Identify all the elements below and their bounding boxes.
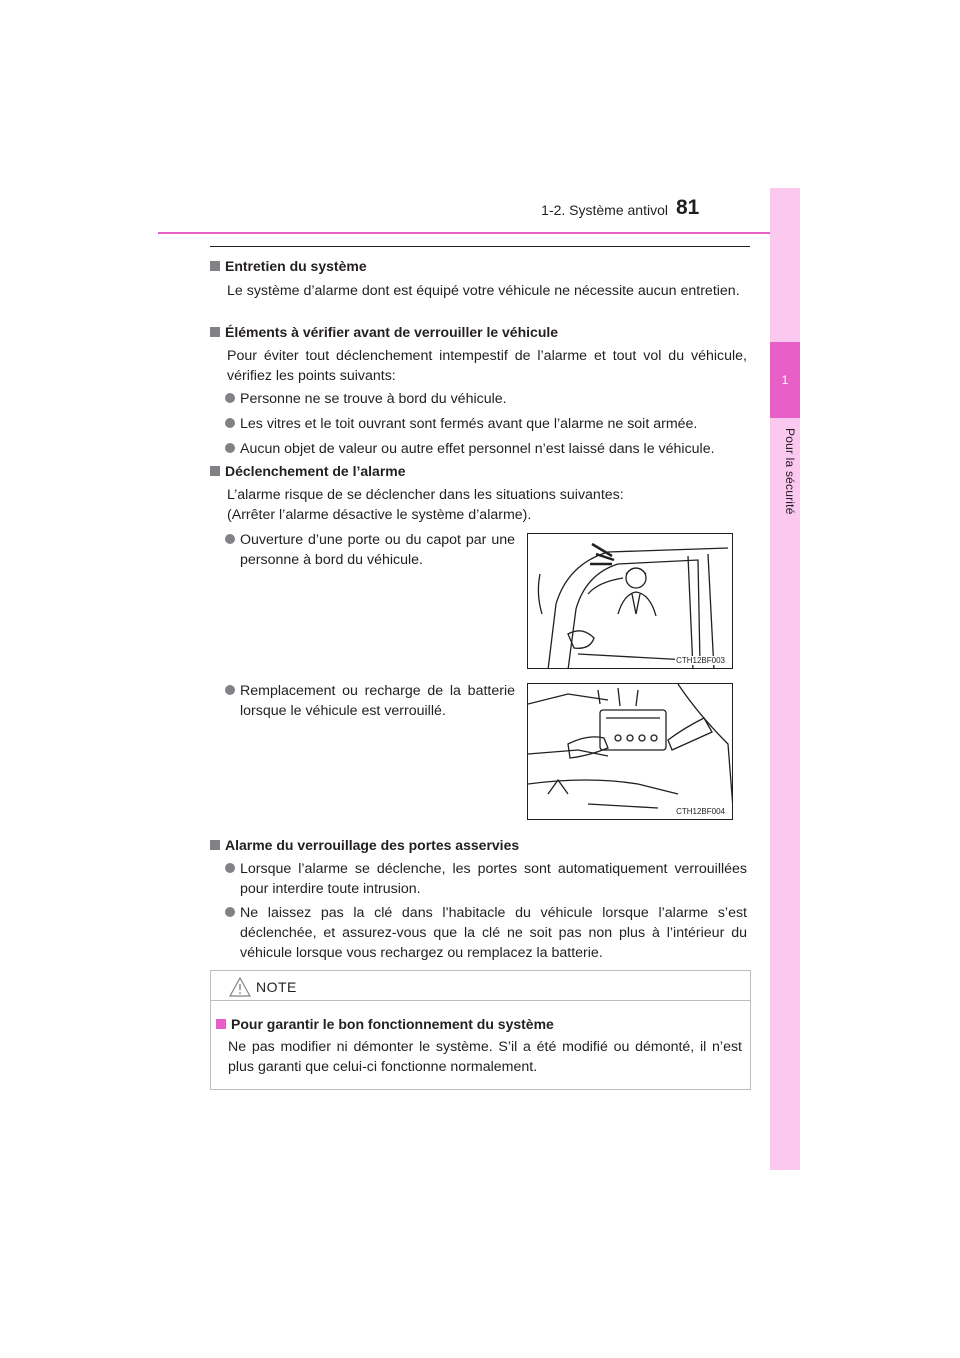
round-bullet-icon [225,418,235,428]
page-number: 81 [676,196,700,219]
round-bullet-marker [225,681,240,701]
warning-triangle-icon [229,977,251,997]
square-bullet-icon [216,1019,226,1029]
square-bullet-icon [210,840,220,850]
chapter-side-tab [770,188,800,1170]
square-bullet-icon [210,466,220,476]
round-bullet-icon [225,534,235,544]
illustration-code: CTH12BF004 [676,807,725,816]
section-body: Pour éviter tout déclenchement intempestif de l’alarme et tout vol du véhicule, vérifiez les points suivants: [227,348,747,384]
list-item: Remplacement ou recharge de la batterie lorsque le véhicule est verrouillé. [240,683,515,719]
chapter-label: Pour la sécurité [783,428,797,515]
list-item: Les vitres et le toit ouvrant sont fermés avant que l’alarme ne soit armée. [225,414,697,434]
battery-replacement-illustration [527,683,733,820]
note-body: Ne pas modifier ni démonter le système. S’il a été modifié ou démonté, il n’est plus garanti que celui-ci fonctionne normalement. [228,1039,742,1075]
running-header-section: 1-2. Système antivol [541,202,668,218]
round-bullet-icon [225,907,235,917]
round-bullet-marker [225,859,240,879]
list-item: Personne ne se trouve à bord du véhicule. [225,389,507,409]
car-door-opened-illustration [527,533,733,669]
note-box [210,970,751,1090]
section-body-line: L’alarme risque de se déclencher dans les situations suivantes: [227,487,624,503]
illustration-code: CTH12BF003 [676,656,725,665]
list-item: Aucun objet de valeur ou autre effet personnel n’est laissé dans le véhicule. [225,439,715,459]
section-heading: Éléments à vérifier avant de verrouiller le véhicule [210,324,558,340]
list-item: Lorsque l’alarme se déclenche, les portes sont automatiquement verrouillées pour interdire toute intrusion. [240,861,747,897]
section-heading: Alarme du verrouillage des portes asservies [210,837,519,853]
list-item: Ne laissez pas la clé dans l’habitacle du véhicule lorsque l’alarme s’est déclenchée, et assurez-vous que la clé ne soit pas non plus à l’intérieur du véhicule lorsque vous rechargez ou remplacez la batterie. [240,905,747,961]
section-body-line: (Arrêter l’alarme désactive le système d’alarme). [227,507,532,523]
chapter-number: 1 [770,342,800,418]
header-divider [158,232,800,234]
section-heading: Entretien du système [210,258,367,274]
note-heading: Pour garantir le bon fonctionnement du système [216,1016,554,1032]
round-bullet-icon [225,393,235,403]
square-bullet-icon [210,327,220,337]
section-body: Le système d’alarme dont est équipé votre véhicule ne nécessite aucun entretien. [227,283,740,299]
list-item: Ouverture d’une porte ou du capot par une personne à bord du véhicule. [240,532,515,568]
round-bullet-marker [225,530,240,550]
square-bullet-icon [210,261,220,271]
note-header [211,971,750,1001]
content-top-rule [210,246,750,247]
round-bullet-icon [225,443,235,453]
round-bullet-icon [225,685,235,695]
section-heading: Déclenchement de l’alarme [210,463,406,479]
round-bullet-icon [225,863,235,873]
round-bullet-marker [225,903,240,923]
note-label: NOTE [256,979,297,995]
